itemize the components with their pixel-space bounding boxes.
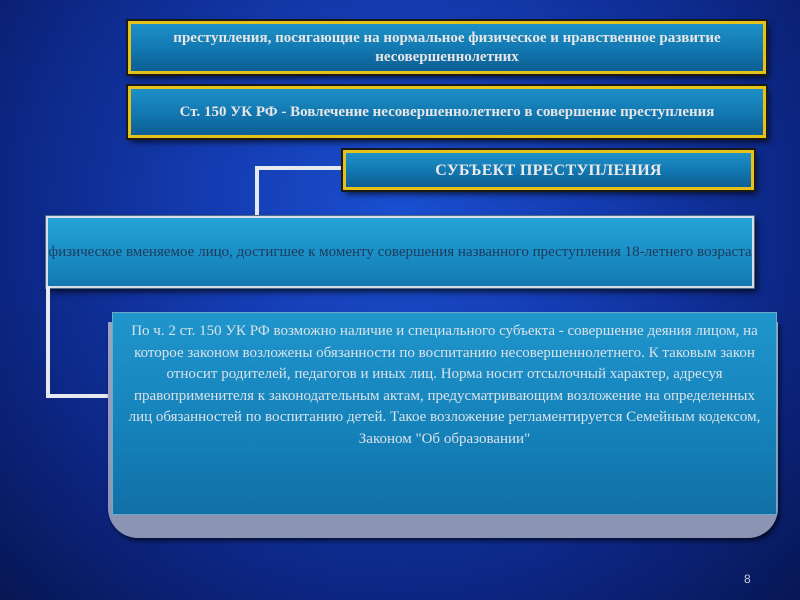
connector-line-vertical-top — [255, 166, 259, 218]
article-box — [128, 86, 766, 138]
subject-definition-box — [46, 216, 754, 288]
special-subject-box — [112, 312, 777, 515]
subject-definition-text: физическое вменяемое лицо, достигшее к моменту совершения названного преступления 18-летнего возраста — [48, 243, 752, 260]
connector-line-horizontal-bottom — [46, 394, 114, 398]
subject-title-box — [343, 150, 754, 190]
article-text: Ст. 150 УК РФ - Вовлечение несовершеннолетнего в совершение преступления — [179, 103, 715, 120]
special-subject-text: По ч. 2 ст. 150 УК РФ возможно наличие и специального субъекта - совершение деяния лицом, на которое законом возложены обязанности по воспитанию несовершеннолетнего. К таковым закон относит родителей, педагогов и иных лиц. Норма носит отсылочный характер, адресуя правоприменителя к законодательным актам, предусматривающим возложение на определенных лиц обязанностей по воспитанию детей. Такое возложение регламентируется Семейным кодексом, Законом "Об образовании" — [128, 323, 761, 447]
slide-number: 8 — [744, 572, 751, 586]
category-box — [128, 21, 766, 74]
connector-line-vertical-bottom — [46, 286, 50, 398]
connector-line-horizontal-top — [255, 166, 343, 170]
subject-title-text: СУБЪЕКТ ПРЕСТУПЛЕНИЯ — [435, 161, 662, 179]
category-text: преступления, посягающие на нормальное физическое и нравственное развитие несовершеннолетних — [173, 29, 721, 65]
